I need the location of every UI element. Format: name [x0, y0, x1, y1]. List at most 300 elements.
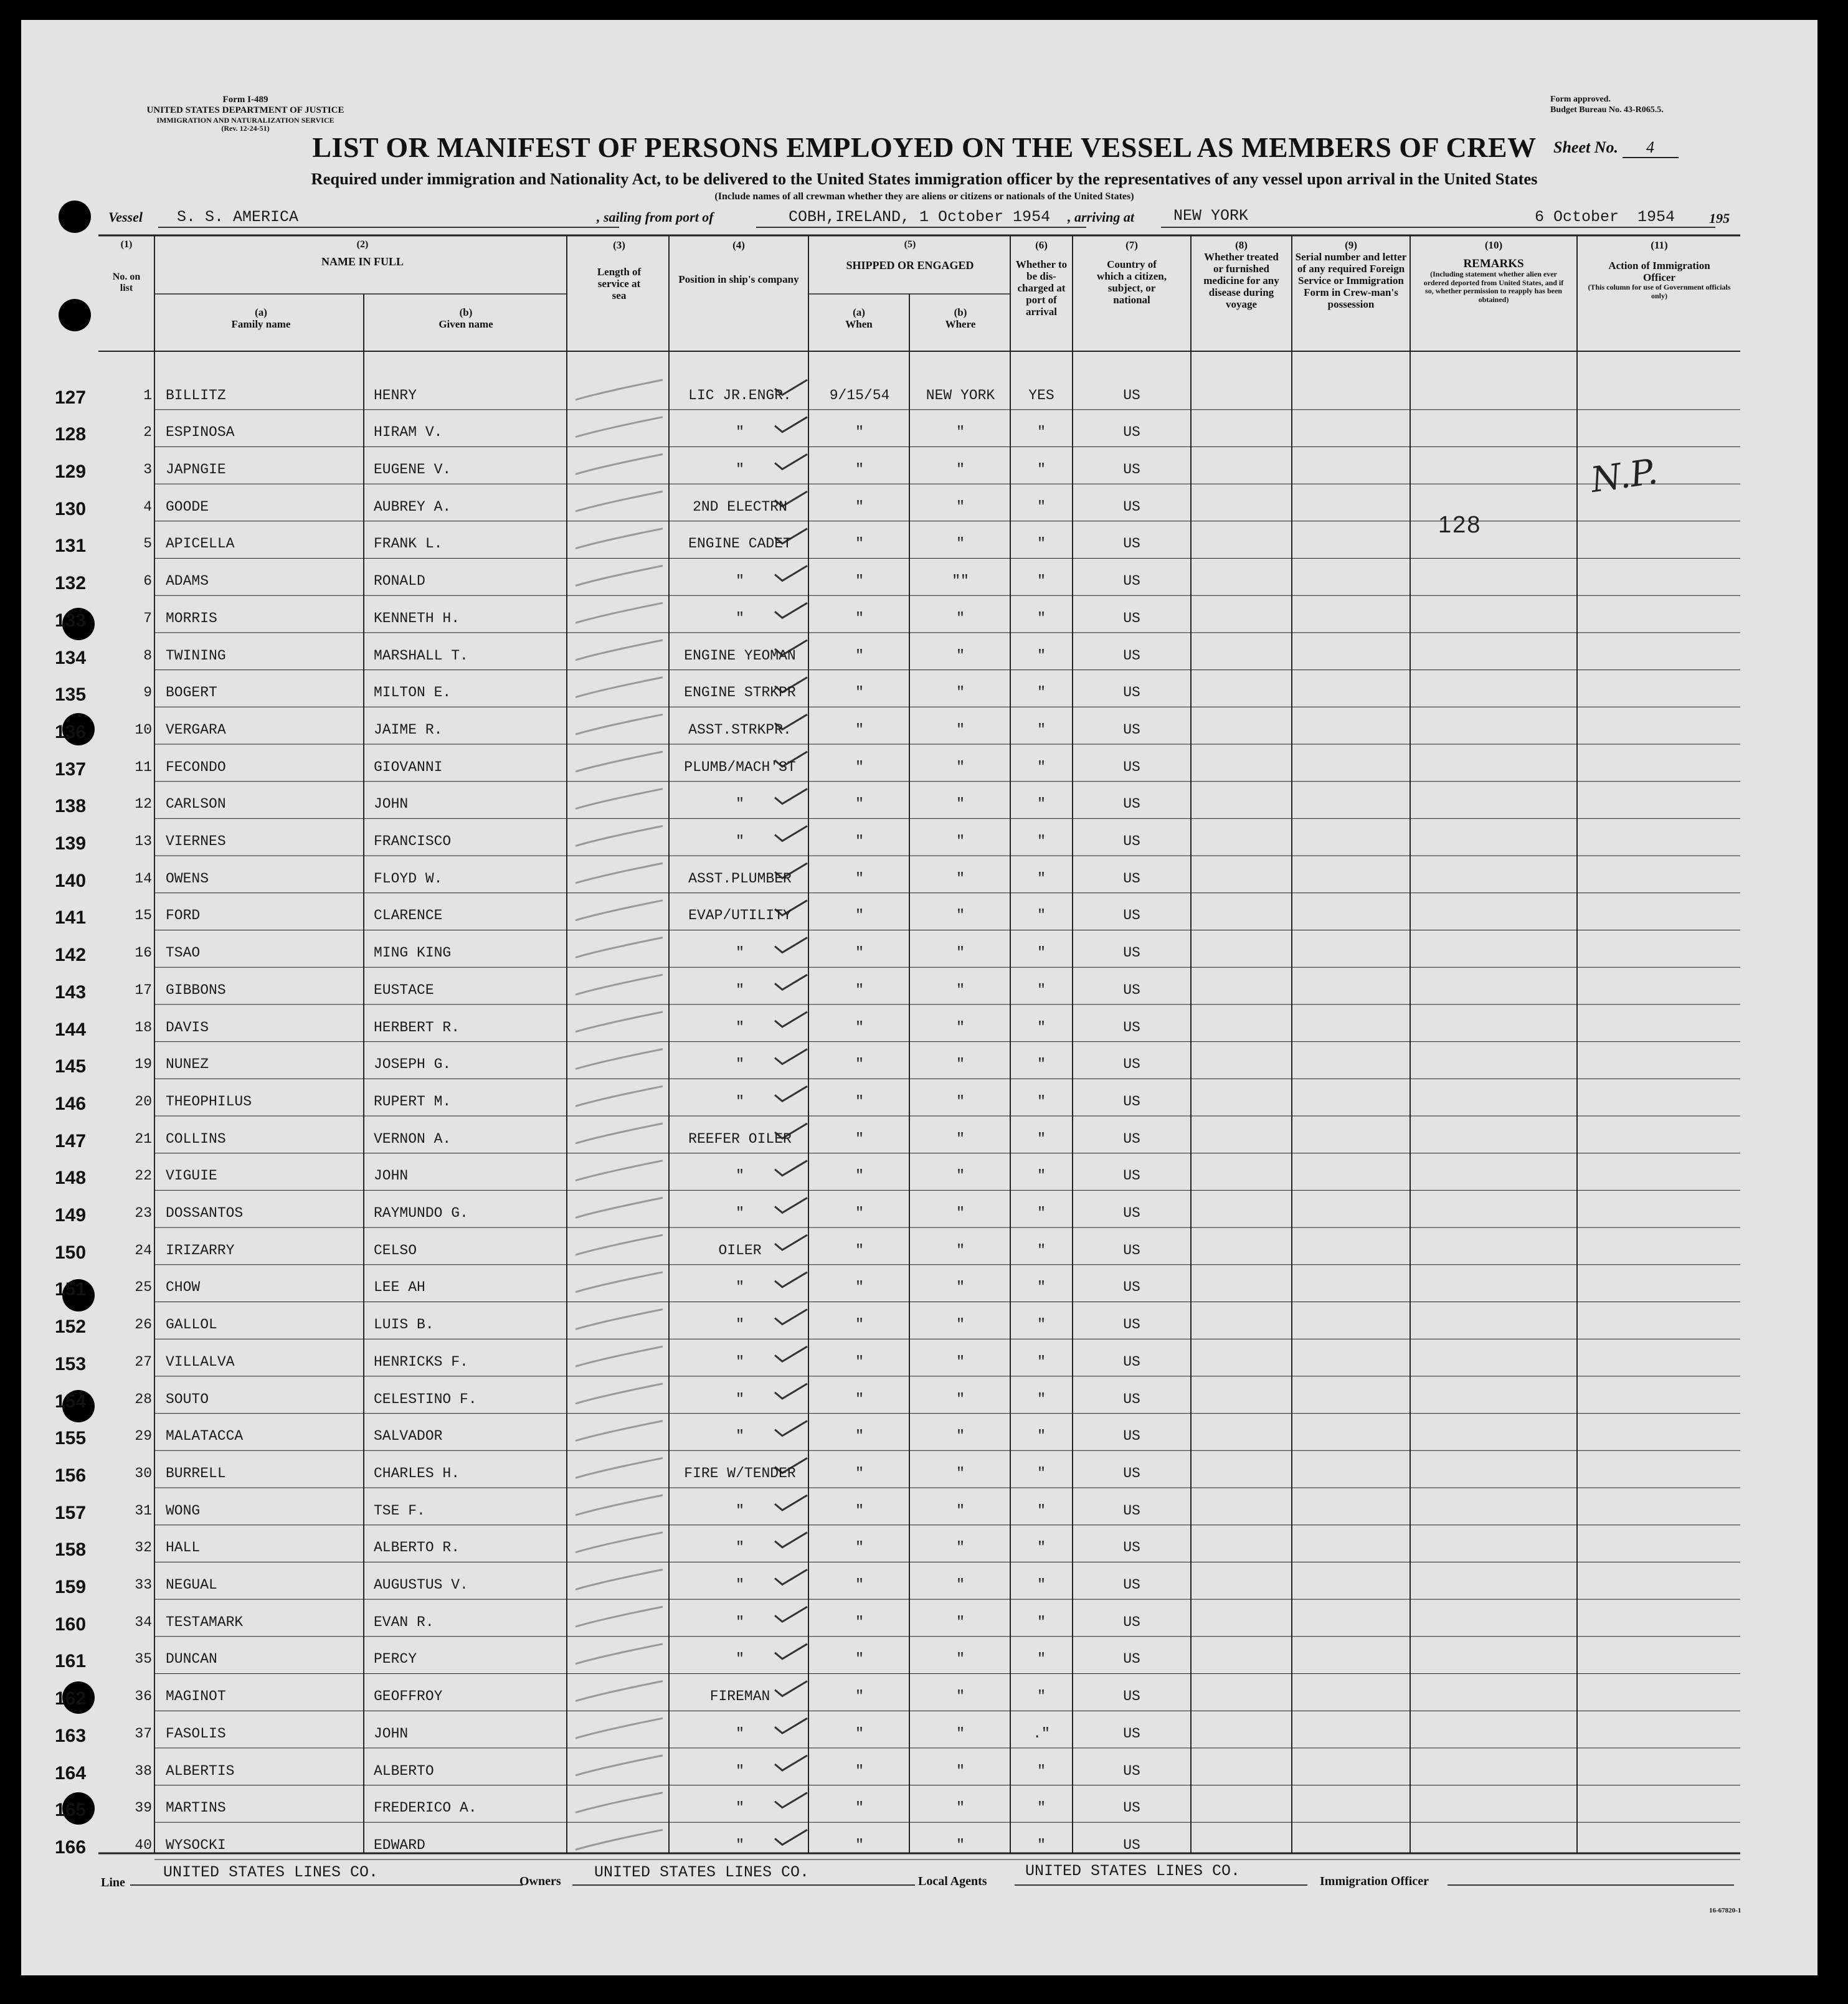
given-name: SALVADOR — [374, 1428, 443, 1445]
position: " — [736, 945, 744, 962]
list-number-handwritten: 130 — [55, 498, 87, 519]
col-header-serial: (9) Serial number and letter of any required Foreign Service or Immigration Form in Crew-man's possession — [1295, 239, 1407, 311]
family-name: MORRIS — [166, 610, 217, 626]
given-name: EUSTACE — [374, 981, 434, 998]
shipped-when: " — [855, 1353, 864, 1370]
table-row — [21, 1190, 1817, 1227]
family-name: ALBERTIS — [166, 1762, 235, 1779]
family-name: MARTINS — [166, 1800, 226, 1817]
given-name: GIOVANNI — [374, 759, 443, 775]
position: " — [736, 424, 744, 441]
line-number: 34 — [135, 1614, 152, 1630]
discharge: " — [1037, 647, 1046, 664]
country: US — [1123, 1391, 1140, 1407]
footer-agents-value: UNITED STATES LINES CO. — [1025, 1862, 1241, 1880]
line-number: 19 — [135, 1056, 152, 1073]
given-name: RAYMUNDO G. — [374, 1205, 468, 1222]
position: ENGINE STRKPR — [684, 684, 796, 701]
position: PLUMB/MACH'ST — [684, 759, 796, 775]
list-number-handwritten: 166 — [55, 1836, 87, 1858]
shipped-where: " — [956, 1279, 965, 1296]
given-name: AUGUSTUS V. — [374, 1577, 468, 1594]
country: US — [1123, 1019, 1140, 1036]
position: " — [736, 796, 744, 813]
department-name: UNITED STATES DEPARTMENT OF JUSTICE — [146, 105, 344, 116]
shipped-when: " — [855, 870, 864, 887]
given-name: CELESTINO F. — [374, 1391, 477, 1407]
shipped-where: " — [956, 536, 965, 552]
shipped-where: " — [956, 610, 965, 626]
given-name: EVAN R. — [374, 1614, 434, 1630]
table-row — [21, 1227, 1817, 1265]
given-name: JOHN — [374, 1725, 409, 1742]
shipped-where: " — [956, 1762, 965, 1779]
shipped-when: " — [855, 1279, 864, 1296]
shipped-where: "" — [952, 573, 969, 590]
family-name: JAPNGIE — [166, 461, 226, 478]
line-number: 4 — [143, 498, 152, 515]
family-name: ADAMS — [166, 573, 209, 590]
family-name: VIGUIE — [166, 1168, 217, 1184]
discharge: " — [1037, 1093, 1046, 1110]
family-name: MALATACCA — [166, 1428, 244, 1445]
list-number-handwritten: 152 — [55, 1316, 87, 1338]
shipped-where: " — [956, 1688, 965, 1705]
family-name: VILLALVA — [166, 1353, 235, 1370]
position: " — [736, 1168, 744, 1184]
shipped-when: " — [855, 759, 864, 775]
family-name: GALLOL — [166, 1316, 217, 1333]
country: US — [1123, 907, 1140, 924]
sailing-from: COBH,IRELAND, 1 October 1954 — [789, 208, 1051, 226]
discharge: " — [1037, 1391, 1046, 1407]
line-number: 14 — [135, 870, 152, 887]
vessel-name: S. S. AMERICA — [177, 208, 299, 226]
line-number: 31 — [135, 1502, 152, 1519]
list-number-handwritten: 135 — [55, 684, 87, 706]
list-number-handwritten: 138 — [55, 796, 87, 817]
list-number-handwritten: 143 — [55, 981, 87, 1003]
shipped-where: " — [956, 1242, 965, 1259]
list-number-handwritten: 149 — [55, 1205, 87, 1226]
given-name: RONALD — [374, 573, 425, 590]
family-name: THEOPHILUS — [166, 1093, 252, 1110]
table-row — [21, 1599, 1817, 1637]
given-name: FLOYD W. — [374, 870, 443, 887]
given-name: MARSHALL T. — [374, 647, 468, 664]
table-row — [21, 1822, 1817, 1860]
line-number: 22 — [135, 1168, 152, 1184]
line-number: 21 — [135, 1130, 152, 1147]
family-name: DOSSANTOS — [166, 1205, 244, 1222]
table-row — [21, 1748, 1817, 1785]
table-row — [21, 1711, 1817, 1748]
discharge: " — [1037, 945, 1046, 962]
list-number-handwritten: 160 — [55, 1614, 87, 1635]
shipped-where: " — [956, 1056, 965, 1073]
table-row — [21, 782, 1817, 819]
country: US — [1123, 647, 1140, 664]
shipped-when: " — [855, 610, 864, 626]
country: US — [1123, 1316, 1140, 1333]
list-number-handwritten: 163 — [55, 1725, 87, 1746]
family-name: NEGUAL — [166, 1577, 217, 1594]
given-name: HENRY — [374, 387, 417, 404]
position: " — [736, 1836, 744, 1853]
position: " — [736, 1539, 744, 1556]
country: US — [1123, 573, 1140, 590]
shipped-where: " — [956, 870, 965, 887]
given-name: KENNETH H. — [374, 610, 460, 626]
sheet-number: 4 — [1623, 138, 1679, 158]
form-revision: (Rev. 12-24-51) — [221, 124, 270, 133]
shipped-where: " — [956, 1205, 965, 1222]
position: " — [736, 1279, 744, 1296]
country: US — [1123, 1130, 1140, 1147]
position: EVAP/UTILITY — [688, 907, 792, 924]
position: " — [736, 573, 744, 590]
shipped-when: " — [855, 1019, 864, 1036]
shipped-where: " — [956, 1093, 965, 1110]
form-subtitle: Required under immigration and Nationality Act, to be delivered to the United States immigration officer by the representatives of any vessel upon arrival in the United States — [311, 169, 1538, 188]
list-number-handwritten: 147 — [55, 1130, 87, 1151]
table-row — [21, 1674, 1817, 1711]
print-code: 16-67820-1 — [1709, 1907, 1741, 1914]
shipped-when: " — [855, 1316, 864, 1333]
shipped-when: " — [855, 1428, 864, 1445]
shipped-where: " — [956, 647, 965, 664]
list-number-handwritten: 136 — [55, 721, 87, 742]
position: ENGINE YEOMAN — [684, 647, 796, 664]
discharge: " — [1037, 833, 1046, 850]
shipped-where: " — [956, 1168, 965, 1184]
discharge: " — [1037, 870, 1046, 887]
discharge: " — [1037, 1056, 1046, 1073]
sheet-label: Sheet No. — [1553, 138, 1618, 156]
position: " — [736, 1093, 744, 1110]
table-row — [21, 595, 1817, 633]
country: US — [1123, 870, 1140, 887]
shipped-where: " — [956, 1428, 965, 1445]
line-number: 12 — [135, 796, 152, 813]
given-name: FRANCISCO — [374, 833, 452, 850]
line-number: 25 — [135, 1279, 152, 1296]
table-row — [21, 1153, 1817, 1191]
shipped-where: " — [956, 1539, 965, 1556]
family-name: OWENS — [166, 870, 209, 887]
discharge: " — [1037, 1502, 1046, 1519]
discharge: " — [1037, 498, 1046, 515]
family-name: GOODE — [166, 498, 209, 515]
discharge: " — [1037, 981, 1046, 998]
list-number-handwritten: 139 — [55, 833, 87, 854]
arrival-date: 6 October 1954 — [1535, 208, 1675, 226]
country: US — [1123, 1762, 1140, 1779]
shipped-where: " — [956, 759, 965, 775]
shipped-where: " — [956, 907, 965, 924]
col-header-list-no: (1) No. on list — [112, 239, 141, 293]
discharge: " — [1037, 1353, 1046, 1370]
table-row — [21, 1004, 1817, 1042]
list-number-handwritten: 154 — [55, 1391, 87, 1412]
given-name: GEOFFROY — [374, 1688, 443, 1705]
shipped-where: " — [956, 461, 965, 478]
family-name: TESTAMARK — [166, 1614, 244, 1630]
approval-line-2: Budget Bureau No. 43-R065.5. — [1550, 105, 1664, 115]
country: US — [1123, 424, 1140, 441]
table-row — [21, 818, 1817, 856]
position: REEFER OILER — [688, 1130, 792, 1147]
shipped-where: " — [956, 1577, 965, 1594]
discharge: " — [1037, 1465, 1046, 1482]
shipped-when: " — [855, 1465, 864, 1482]
given-name: JOHN — [374, 1168, 409, 1184]
year-suffix: 195 — [1709, 210, 1730, 226]
col-header-remarks: (10) REMARKS (Including statement whether alien ever ordered deported from United States, and if so, whether permission to reapply has been obtained) — [1423, 239, 1564, 304]
family-name: VIERNES — [166, 833, 226, 850]
line-number: 13 — [135, 833, 152, 850]
officer-annotation: N.P. — [1588, 451, 1661, 501]
shipped-when: " — [855, 647, 864, 664]
vessel-label: Vessel — [108, 209, 143, 225]
given-name: HERBERT R. — [374, 1019, 460, 1036]
given-name: HIRAM V. — [374, 424, 443, 441]
list-number-handwritten: 164 — [55, 1762, 87, 1784]
shipped-when: " — [855, 1836, 864, 1853]
country: US — [1123, 1539, 1140, 1556]
list-number-handwritten: 144 — [55, 1019, 87, 1040]
family-name: BURRELL — [166, 1465, 226, 1482]
line-number: 38 — [135, 1762, 152, 1779]
given-name: EUGENE V. — [374, 461, 452, 478]
family-name: COLLINS — [166, 1130, 226, 1147]
position: " — [736, 1651, 744, 1668]
country: US — [1123, 721, 1140, 738]
position: FIREMAN — [709, 1688, 770, 1705]
country: US — [1123, 1836, 1140, 1853]
country: US — [1123, 498, 1140, 515]
shipped-when: " — [855, 1130, 864, 1147]
shipped-where: " — [956, 981, 965, 998]
family-name: MAGINOT — [166, 1688, 226, 1705]
discharge: " — [1037, 1762, 1046, 1779]
family-name: WONG — [166, 1502, 201, 1519]
list-number-handwritten: 148 — [55, 1168, 87, 1189]
discharge: " — [1037, 1800, 1046, 1817]
family-name: BILLITZ — [166, 387, 226, 404]
discharge: YES — [1028, 387, 1054, 404]
shipped-when: " — [855, 1762, 864, 1779]
discharge: " — [1037, 1168, 1046, 1184]
line-number: 33 — [135, 1577, 152, 1594]
discharge: " — [1037, 1688, 1046, 1705]
given-name: VERNON A. — [374, 1130, 452, 1147]
given-name: JAIME R. — [374, 721, 443, 738]
col-header-family-name: (a) Family name — [231, 306, 291, 331]
given-name: FREDERICO A. — [374, 1800, 477, 1817]
line-number: 32 — [135, 1539, 152, 1556]
table-row — [21, 856, 1817, 893]
shipped-when: " — [855, 1800, 864, 1817]
shipped-where: " — [956, 833, 965, 850]
family-name: IRIZARRY — [166, 1242, 235, 1259]
country: US — [1123, 1502, 1140, 1519]
line-number: 37 — [135, 1725, 152, 1742]
table-row — [21, 1042, 1817, 1079]
discharge: " — [1037, 796, 1046, 813]
table-row — [21, 447, 1817, 484]
table-row — [21, 1562, 1817, 1599]
line-number: 1 — [143, 387, 152, 404]
discharge: " — [1037, 1019, 1046, 1036]
footer — [21, 1863, 1817, 1901]
list-number-handwritten: 159 — [55, 1577, 87, 1598]
col-header-given-name: (b) Given name — [438, 306, 493, 331]
col-header-name: (2) NAME IN FULL — [321, 239, 404, 268]
shipped-when: " — [855, 1651, 864, 1668]
list-number-handwritten: 128 — [55, 424, 87, 445]
country: US — [1123, 1242, 1140, 1259]
footer-officer-label: Immigration Officer — [1320, 1874, 1429, 1888]
list-number-handwritten: 133 — [55, 610, 87, 631]
country: US — [1123, 1800, 1140, 1817]
family-name: HALL — [166, 1539, 201, 1556]
given-name: ALBERTO — [374, 1762, 434, 1779]
shipped-when: " — [855, 1688, 864, 1705]
line-number: 2 — [143, 424, 152, 441]
country: US — [1123, 833, 1140, 850]
shipped-when: " — [855, 1725, 864, 1742]
position: OILER — [718, 1242, 762, 1259]
discharge: " — [1037, 1539, 1046, 1556]
family-name: TWINING — [166, 647, 226, 664]
list-number-handwritten: 153 — [55, 1353, 87, 1374]
table-row — [21, 1302, 1817, 1340]
country: US — [1123, 1428, 1140, 1445]
given-name: CLARENCE — [374, 907, 443, 924]
shipped-where: " — [956, 1353, 965, 1370]
form-number: Form I-489 — [222, 95, 268, 105]
remarks-annotation: 128 — [1438, 512, 1482, 538]
country: US — [1123, 1205, 1140, 1222]
position: " — [736, 1502, 744, 1519]
list-number-handwritten: 158 — [55, 1539, 87, 1561]
family-name: SOUTO — [166, 1391, 209, 1407]
table-row — [21, 1414, 1817, 1451]
list-number-handwritten: 145 — [55, 1056, 87, 1077]
country: US — [1123, 1093, 1140, 1110]
shipped-when: " — [855, 796, 864, 813]
discharge: " — [1037, 461, 1046, 478]
table-row — [21, 1265, 1817, 1302]
discharge: " — [1037, 1242, 1046, 1259]
shipped-when: " — [855, 461, 864, 478]
list-number-handwritten: 134 — [55, 647, 87, 668]
discharge: " — [1037, 536, 1046, 552]
approval-line-1: Form approved. — [1550, 95, 1611, 104]
table-row — [21, 410, 1817, 447]
shipped-where: " — [956, 1651, 965, 1668]
shipped-when: " — [855, 536, 864, 552]
table-row — [21, 930, 1817, 968]
col-header-country: (7) Country of which a citizen, subject, or national — [1097, 239, 1167, 306]
line-number: 18 — [135, 1019, 152, 1036]
list-number-handwritten: 131 — [55, 536, 87, 557]
line-number: 40 — [135, 1836, 152, 1853]
list-number-handwritten: 151 — [55, 1279, 87, 1300]
discharge: " — [1037, 721, 1046, 738]
col-header-when: (a) When — [845, 306, 873, 331]
discharge: " — [1037, 1614, 1046, 1630]
list-number-handwritten: 141 — [55, 907, 87, 929]
family-name: BOGERT — [166, 684, 217, 701]
list-number-handwritten: 140 — [55, 870, 87, 891]
country: US — [1123, 1168, 1140, 1184]
table-row — [21, 1450, 1817, 1488]
country: US — [1123, 1465, 1140, 1482]
given-name: RUPERT M. — [374, 1093, 452, 1110]
family-name: CARLSON — [166, 796, 226, 813]
form-note: (Include names of all crewman whether they are aliens or citizens or nationals of the United States) — [714, 191, 1134, 202]
discharge: " — [1037, 1428, 1046, 1445]
list-number-handwritten: 132 — [55, 573, 87, 594]
position: " — [736, 981, 744, 998]
table-row — [21, 707, 1817, 744]
list-number-handwritten: 127 — [55, 387, 87, 408]
shipped-when: " — [855, 1502, 864, 1519]
discharge: " — [1037, 1577, 1046, 1594]
position: 2ND ELECTRN — [693, 498, 787, 515]
family-name: FASOLIS — [166, 1725, 226, 1742]
family-name: CHOW — [166, 1279, 201, 1296]
position: LIC JR.ENGR. — [688, 387, 792, 404]
discharge: ." — [1033, 1725, 1050, 1742]
shipped-when: " — [855, 1539, 864, 1556]
given-name: AUBREY A. — [374, 498, 452, 515]
line-number: 10 — [135, 721, 152, 738]
shipped-when: " — [855, 498, 864, 515]
family-name: TSAO — [166, 945, 201, 962]
footer-agents-label: Local Agents — [918, 1874, 987, 1888]
given-name: JOSEPH G. — [374, 1056, 452, 1073]
position: " — [736, 1614, 744, 1630]
shipped-when: " — [855, 981, 864, 998]
line-number: 9 — [143, 684, 152, 701]
country: US — [1123, 1614, 1140, 1630]
country: US — [1123, 536, 1140, 552]
shipped-where: " — [956, 945, 965, 962]
table-row — [21, 1637, 1817, 1674]
list-number-handwritten: 142 — [55, 945, 87, 966]
position: " — [736, 1725, 744, 1742]
shipped-when: " — [855, 424, 864, 441]
shipped-where: " — [956, 721, 965, 738]
footer-owners-label: Owners — [519, 1874, 561, 1888]
table-row — [21, 1376, 1817, 1414]
shipped-where: " — [956, 1019, 965, 1036]
table-row — [21, 1525, 1817, 1562]
position: " — [736, 1056, 744, 1073]
shipped-where: " — [956, 796, 965, 813]
shipped-where: " — [956, 684, 965, 701]
col-header-length-service: (3) Length of service at sea — [597, 239, 642, 302]
shipped-where: " — [956, 1130, 965, 1147]
shipped-where: " — [956, 1614, 965, 1630]
position: " — [736, 1762, 744, 1779]
shipped-when: " — [855, 684, 864, 701]
discharge: " — [1037, 424, 1046, 441]
given-name: MILTON E. — [374, 684, 452, 701]
